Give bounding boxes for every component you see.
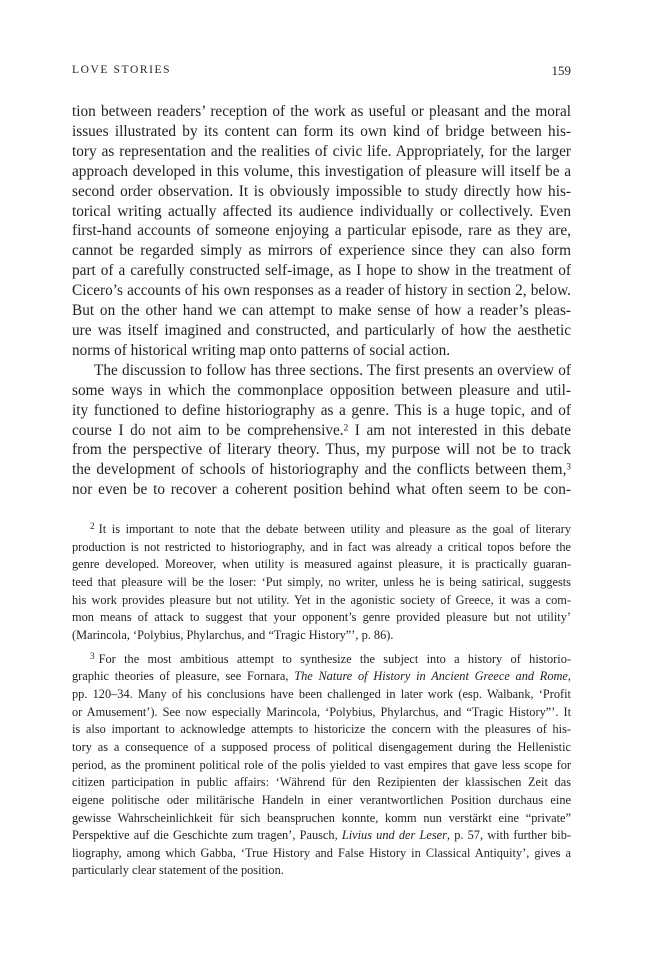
footnote-marker-3: 3 — [90, 651, 95, 662]
main-text — [72, 102, 571, 500]
footnote-line: period, as the prominent political role of the polis yielded to vast empires that gave less scope for — [72, 757, 571, 772]
footnote-text: , — [567, 669, 571, 684]
footnote-ref-2[interactable]: 2 — [343, 421, 349, 432]
text-line: ity functioned to define historiography as a genre. This is a huge topic, and of — [72, 401, 571, 419]
text-line: tion between readers’ reception of the work as useful or pleasant and the moral — [72, 103, 571, 120]
footnote-3-line — [72, 651, 571, 669]
text-segment: course I do not aim to be comprehensive. — [72, 421, 344, 439]
cited-title: Livius und der Leser — [341, 828, 447, 843]
text-line: The discussion to follow has three sections. The first presents an overview of — [94, 361, 571, 379]
footnotes — [72, 521, 571, 880]
footnote-line — [72, 668, 571, 686]
footnote-line: mon means of attack to suggest that your opponent’s genre provided pleasure but not utility’ — [72, 610, 571, 625]
text-line: issues illustrated by its content can form its own kind of bridge between his- — [72, 122, 571, 140]
text-line: from the perspective of literary theory. Thus, my purpose will not be to track — [72, 441, 571, 459]
footnote-2-line — [72, 521, 571, 539]
footnote-line — [72, 827, 571, 845]
text-segment: I am not interested in this debate — [348, 421, 571, 439]
footnote-line: tory as a consequence of a supposed process of political disengagement during the Hellenistic — [72, 739, 571, 754]
text-line: second order observation. It is obviously impossible to study directly how his- — [72, 182, 571, 200]
text-line: norms of historical writing map onto patterns of social action. — [72, 341, 451, 359]
footnote-line: pp. 120–34. Many of his conclusions have been challenged in later work (esp. Walbank, ‘Profit — [72, 686, 571, 701]
footnote-number-3 — [90, 651, 99, 669]
running-head — [72, 64, 571, 80]
cited-title: The Nature of History in Ancient Greece and Rome — [294, 669, 568, 684]
footnote-line: his work provides pleasure but not utility. Yet in the agonistic society of Greece, it was a com- — [72, 592, 571, 607]
footnote-line: particularly clear statement of the position. — [72, 863, 284, 878]
text-line: cannot be regarded simply as mirrors of experience since they can also form — [72, 242, 571, 260]
footnote-text: Perspektive auf die Geschichte zum tragen’, Pausch, — [72, 828, 342, 843]
footnote-line: eigene politische oder militärische Handeln in einer verantwortlichen Position durchaus eine — [72, 792, 571, 807]
text-line: first-hand accounts of someone enjoying a particular episode, rare as they are, — [72, 222, 571, 240]
footnote-text: , p. 57, with further bib- — [446, 828, 571, 843]
footnote-line: gewisse Wahrscheinlichkeit für sich beanspruchen konnte, komm nun verstärkt eine “private” — [72, 810, 571, 825]
text-line: But on the other hand we can attempt to make sense of how a reader’s pleas- — [72, 302, 571, 320]
text-line: tory as representation and the realities of civic life. Appropriately, for the larger — [72, 142, 571, 160]
footnote-line: (Marincola, ‘Polybius, Phylarchus, and “Tragic History”’, p. 86). — [72, 627, 394, 642]
footnote-line: or Amusement’). See now especially Marincola, ‘Polybius, Phylarchus, and “Tragic History”’. It — [72, 704, 571, 719]
text-line: part of a carefully constructed self-image, as I hope to show in the treatment of — [72, 262, 571, 280]
text-line-with-footnote-3 — [72, 460, 571, 480]
text-line-with-footnote-2 — [72, 421, 571, 441]
text-line: some ways in which the commonplace opposition between pleasure and util- — [72, 381, 571, 399]
text-segment: the development of schools of historiography and the conflicts between them, — [72, 461, 567, 479]
footnote-line: teed that pleasure will be the loser: ‘Put simply, no writer, unless he is being satirical, suggests — [72, 574, 571, 589]
footnote-line: production is not restricted to historiography, and in fact was already a critical topos before the — [72, 539, 571, 554]
footnote-line: citizen participation in public affairs: ‘Während für den Rezipienten der klassischen Zeit das — [72, 775, 571, 790]
footnote-text: For the most ambitious attempt to synthesize the subject into a history of historio- — [98, 651, 571, 666]
text-line: approach developed in this volume, this investigation of pleasure will itself be a — [72, 162, 571, 180]
footnote-marker-2: 2 — [90, 521, 95, 532]
footnote-text: It is important to note that the debate between utility and pleasure as the goal of literary — [98, 522, 571, 536]
footnote-text: graphic theories of pleasure, see Fornara, — [72, 669, 295, 684]
text-line: ure was itself imagined and constructed, and particularly of how the aesthetic — [72, 321, 571, 339]
running-title: LOVE STORIES — [72, 64, 172, 76]
text-line: Cicero’s accounts of his own responses as a reader of history in section 2, below. — [72, 282, 571, 300]
footnote-line: is also important to acknowledge attempts to historicize the concern with the pleasures of his- — [72, 722, 571, 737]
footnote-ref-3[interactable]: 3 — [566, 461, 571, 472]
footnote-line: liography, among which Gabba, ‘True History and False History in Classical Antiquity’, gives a — [72, 845, 571, 860]
footnote-line: genre developed. Moreover, when utility is measured against pleasure, it is practically guaran- — [72, 557, 571, 572]
footnote-number-2 — [90, 521, 99, 539]
text-line: torical writing actually affected its audience individually or collectively. Even — [72, 202, 571, 220]
text-line: nor even be to recover a coherent position behind what often seem to be con- — [72, 481, 571, 499]
page-number: 159 — [551, 63, 571, 78]
